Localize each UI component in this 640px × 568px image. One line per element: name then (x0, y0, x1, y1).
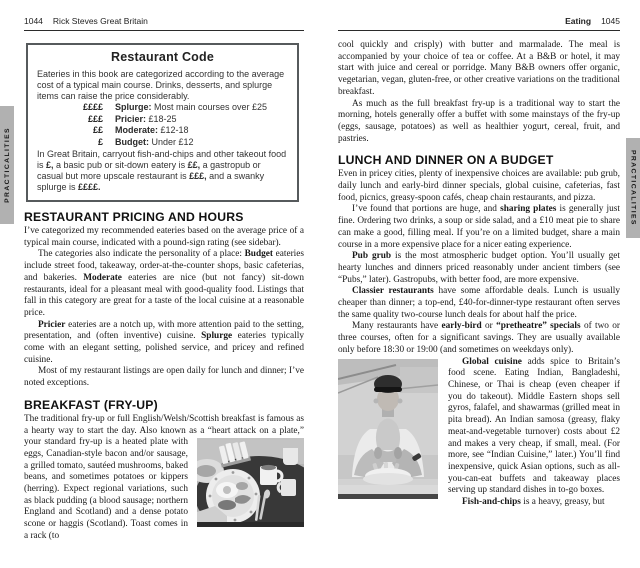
tier-desc: £12-18 (158, 125, 189, 135)
left-page (24, 16, 304, 543)
paragraph-global-cuisine (338, 357, 620, 497)
tier-label: Moderate: (115, 125, 159, 135)
paragraph-pricing-4: Most of my restaurant listings are open daily for lunch and dinner; I’ve noted exceptions. (24, 366, 304, 389)
practicalities-tab-right (626, 138, 640, 238)
tier-symbol: £ (97, 136, 103, 147)
paragraph-breakfast (24, 414, 304, 543)
section-heading-pricing: RESTAURANT PRICING AND HOURS (24, 210, 244, 224)
paragraph-pricing-1: I’ve categorized my recommended eateries based on the average price of a typical main course, indicated with a pound-sign rating (see sidebar). (24, 226, 304, 248)
tier-symbol: ££ (92, 125, 103, 135)
right-running-head (338, 16, 620, 31)
tier-desc: £18-25 (146, 113, 177, 124)
price-tier-row-pricier (37, 114, 288, 126)
restaurant-code-box (26, 43, 299, 202)
tomato (236, 482, 248, 490)
practicalities-tab-label-right: PRACTICALITIES (629, 150, 637, 226)
breakfast-text-after-photo: attack on a plate,” your standard fry-up is a heated plate with eggs, Canadian-style bacon and/or sausage, a grilled tomato, sautéed mushrooms, baked beans, and sometimes potatoes or kippers (herring). Expect regional variations, such as black pudding (a blood sausage; northern England and Scotland) and a dense potato scone or haggis (Scotland). Toast comes in a rack (to (24, 425, 304, 541)
milk-jug (283, 448, 298, 465)
second-mug (281, 479, 296, 496)
restaurant-code-outro: In Great Britain, carryout fish-and-chips and other takeout food is £, a basic pub or sit-down eatery is ££, a gastropub or casual but more upscale restaurant is £££, and a swanky splurge is ££££. (37, 149, 287, 192)
tier-text (115, 125, 189, 137)
paragraph-pricing-2: The categories also indicate the personality of a place: Budget eateries include street food, takeaway, order-at-the-counter shops, basic cafeterias, and bakeries. Moderate eateries are nice (but not fancy) sit-down restaurants, ideal for a pleasant meal with good-quality food. Listings that fall in this category are great for a taste of the local cuisine at a reasonable price. (24, 249, 305, 318)
tier-label: Budget: (115, 136, 149, 147)
paragraph-pricing-3: Pricier eateries are a notch up, with more attention paid to the setting, presentation, and (often inventive) cuisine. Splurge eateries typically come with an elegant setting, polished service, and pricey and refined cuisine. (24, 319, 304, 365)
restaurant-code-intro: Eateries in this book are categorized according to the average cost of a typical main course. Drinks, desserts, and splurge items can raise the price considerably. (37, 69, 285, 101)
tier-text (115, 114, 177, 126)
left-running-head (24, 16, 304, 31)
tier-label: Splurge: (115, 102, 152, 112)
chapter-title: Eating (565, 16, 592, 26)
breakfast-text-before-photo: The traditional fry-up or full English/Welsh/Scottish breakfast is famous as a hearty way to start the day. Also known as a “heart (24, 413, 304, 436)
left-page-number: 1044 (24, 16, 43, 26)
right-page-number: 1045 (601, 16, 620, 26)
tier-desc: Most main courses over £25 (151, 102, 268, 112)
beans (218, 500, 236, 510)
paragraph-budget-pub-grub: Pub grub is the most atmospheric budget option. You’ll usually get hearty lunches and dinners priced reasonably under ancient timbers (see “Pubs,” later). Gastropubs, with better food, are more expensive. (338, 251, 620, 285)
paragraph-breakfast-buffet: As much as the full breakfast fry-up is a traditional way to start the morning, hotels generally offer a buffet with some mainstays of the fry-up (eggs, sausage, potatoes) as well as healthier yogurt, cereal, fruit, and pastries. (338, 98, 620, 144)
tier-text (115, 137, 194, 149)
book-title: Rick Steves Great Britain (52, 16, 148, 26)
tier-symbol: £££ (87, 113, 103, 124)
tier-symbol: ££££ (82, 102, 103, 112)
right-page (338, 16, 620, 509)
breakfast-photo-illustration (197, 438, 304, 527)
restaurant-code-title: Restaurant Code (110, 50, 215, 64)
section-heading-breakfast: BREAKFAST (FRY-UP) (24, 397, 158, 412)
price-tier-row-moderate (37, 125, 288, 137)
paragraph-budget-classier: Classier restaurants have some affordable deals. Lunch is usually cheaper than dinner; a top-end, £40-for-dinner-type restaurant often serves the same quality two-course lunch deals for about half the price. (338, 286, 620, 320)
paragraph-budget-sharing-plates: I’ve found that portions are huge, and sharing plates is generally just fine. Ordering two drinks, a soup or side salad, and a £10 meat pie to share can make a good, filling meal. If you’re on a limited budget, share a main course in a more expensive place for a nicer eating experience. (338, 204, 620, 250)
breakfast-photo (197, 438, 304, 527)
paragraph-breakfast-continued: cool quickly and crisply) with butter and marmalade. The meal is accompanied by your choice of tea or coffee. At a B&B or hotel, it may start with juice and cereal or porridge. Many B&B owners offer organic, vegetarian, vegan, gluten-free, or other creative variations on the traditional breakfast. (338, 40, 620, 97)
section-heading-budget: LUNCH AND DINNER ON A BUDGET (338, 153, 554, 168)
price-tier-row-splurge (37, 102, 288, 114)
price-tier-row-budget (37, 137, 288, 149)
paragraph-budget-1: Even in pricey cities, plenty of inexpensive choices are available: pub grub, daily lunch and early-bird dinner specials, global cuisine, cafeterias, fast food, picnics, greasy-spoon cafés, cheap chain restaurants, and pizza. (338, 169, 620, 203)
paragraph-budget-early-bird: Many restaurants have early-bird or “pretheatre” specials of two or three courses, often for a significant savings. They are usually available only before 18:30 or 19:00 (and sometimes on weekdays only). (338, 321, 620, 355)
tabletop (338, 485, 438, 494)
global-cuisine-text: Global cuisine adds spice to Britain’s food scene. Eating Indian, Bangladeshi, Chinese, or Thai is cheap (even cheaper if you do takeout). Middle Eastern shops sell gyros, falafel, and shawarmas (grilled meat in pita bread). An Indian samosa (greasy, flaky meat-and-vegetable turnover) costs about £2 and makes a very cheap, if small, meal. (For more, see “Indian Cuisine,” later.) You’ll find inexpensive, quick Asian options, such as all-you-can-eat buffets and takeaway places serving up standard dishes in to-go boxes. (448, 356, 620, 496)
tier-label: Pricier: (115, 113, 147, 124)
fish-and-chips-photo (338, 359, 438, 499)
tier-text (115, 102, 267, 114)
practicalities-tab-label-left: PRACTICALITIES (3, 127, 11, 203)
practicalities-tab-left (0, 106, 14, 224)
tier-desc: Under £12 (149, 136, 194, 147)
fish-and-chips-photo-illustration (338, 359, 438, 499)
paragraph-fish-and-chips: Fish-and-chips is a heavy, greasy, but (462, 497, 605, 508)
